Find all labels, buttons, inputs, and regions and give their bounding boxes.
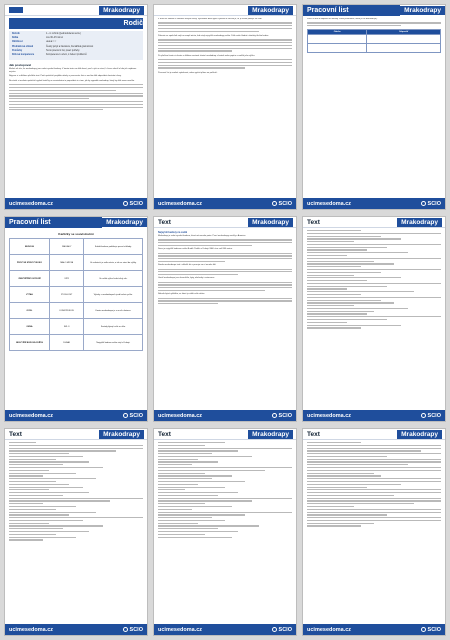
scio-logo: SCIO (123, 627, 143, 633)
paragraph: Nahoře bývá vyhlídka, ze které je vidět celé město. (158, 293, 205, 296)
page-1 (4, 4, 148, 210)
instructions: Přečti si text a odpověz na otázky. Použij informace, které jsi se dozvěděl(a). (307, 18, 378, 20)
paragraph: Na závěr si můžete společně vyplnit kartičky se souvislostmi a popovídat si o tom, jak by vypadal mrakodrap, který by dítě samo navrhlo. (9, 79, 135, 82)
page-header (154, 429, 296, 440)
paragraph: Pracovní list je možné vytisknout, nebo vyplnit přímo na počítači. (158, 71, 218, 74)
header-label: Mrakodrapy (248, 218, 293, 227)
page-header (5, 5, 147, 16)
page-footer (303, 410, 445, 421)
footer-site[interactable]: ucimesedoma.cz (9, 412, 54, 419)
scio-logo: SCIO (272, 627, 292, 633)
section-title: Jak postupovat (9, 63, 32, 68)
scio-logo-icon (123, 627, 128, 632)
footer-site[interactable]: ucimesedoma.cz (9, 626, 54, 633)
footer-site[interactable]: ucimesedoma.cz (307, 626, 352, 633)
table-title: Kartičky se souvislostmi (58, 232, 94, 236)
scio-logo-icon (421, 413, 426, 418)
subheading: Nejvyšší budovy na světě (158, 231, 188, 234)
paragraph: Dnes je nejvyšší budovou světa Burdž Chalífa v Dubaji. Měří více než 800 metrů. (158, 248, 233, 251)
page-footer (303, 624, 445, 635)
page-9 (302, 428, 446, 636)
header-text-label: Text (158, 218, 171, 226)
scio-logo-icon (123, 413, 128, 418)
column-header: Otázka (308, 30, 367, 35)
page-footer (5, 410, 147, 421)
header-text-label: Text (307, 430, 320, 438)
footer-site[interactable]: ucimesedoma.cz (158, 200, 203, 207)
page-footer (154, 410, 296, 421)
cards-table (9, 238, 143, 351)
page-header (5, 217, 147, 228)
page-footer (5, 624, 147, 635)
table-row: OCEL KONSTRUKCE Kostra mrakodrapu je z oceli a betonu. (10, 303, 143, 319)
scio-logo: SCIO (421, 201, 441, 207)
page-footer (5, 198, 147, 209)
page-header (303, 217, 445, 228)
header-label: Mrakodrapy (248, 430, 293, 439)
info-box: Ročník 1.–4. ročník (zjednodušená verze) Délka cca 30–45 minut Obtížnost ★★★☆☆ Předmětové oblasti Český jazyk a literatura, čtenářská gramotnost Pomůcky Tento pracovní list, psací potřeby Klíčové kompetence Kompetence k učení, k řešení problémů (9, 31, 143, 60)
page-title: Rodič (9, 18, 143, 29)
page-footer (154, 198, 296, 209)
scio-logo-icon (272, 201, 277, 206)
scio-logo-icon (421, 201, 426, 206)
page-header (154, 217, 296, 228)
answer-table (307, 29, 441, 53)
scio-logo: SCIO (272, 413, 292, 419)
scio-logo-icon (272, 627, 277, 632)
scio-logo: SCIO (123, 413, 143, 419)
paragraph: Stavba mrakodrapu trvá i několik let a pracuje na ní mnoho lidí. (158, 264, 217, 267)
footer-site[interactable]: ucimesedoma.cz (307, 412, 352, 419)
header-label: Mrakodrapy (397, 218, 442, 227)
answer-cell[interactable] (367, 44, 441, 53)
paragraph: Mrakodrap je velmi vysoká budova, která má mnoho pater. První mrakodrapy vznikly v Americe. (158, 235, 247, 237)
paragraph: Možná už víte, že mrakodrapy jsou velmi vysoké budovy. V tomto textu se dítě dozví, proč a jak se staví, k čemu slouží a kde jich najdeme nejvíce. (9, 68, 137, 74)
paragraph: Pokuste se společně najít na mapě místa, kde stojí nejvyšší mrakodrapy světa. Dítě může hledat i obrázky těchto budov. (158, 34, 269, 37)
table-row: ZNEČIŠTĚNÍ OVZDUŠÍ VÍTR Ve velké výšce fouká silný vítr. (10, 271, 143, 287)
table-row: NEJVYŠŠÍ BUDOVA SVĚTA DUBAJ Nejvyšší budova světa stojí v Dubaji. (10, 335, 143, 351)
footer-site[interactable]: ucimesedoma.cz (158, 412, 203, 419)
header-label: Mrakodrapy (400, 6, 445, 15)
paragraph: Nejprve si s dítětem přečtěte text. Poté společně projděte otázky v pracovním listu a nechte dítě odpovídat vlastními slovy. (9, 75, 122, 78)
page-title: Pracovní list (5, 217, 102, 228)
page-6 (302, 216, 446, 422)
scio-logo: SCIO (123, 201, 143, 207)
column-header: Odpověď (367, 30, 441, 35)
footer-site[interactable]: ucimesedoma.cz (307, 200, 352, 207)
header-text-label: Text (158, 430, 171, 438)
page-header (303, 5, 445, 16)
page-8 (153, 428, 297, 636)
header-text-label: Text (307, 218, 320, 226)
scio-logo-icon (123, 201, 128, 206)
scio-logo-icon (272, 413, 277, 418)
page-header (154, 5, 296, 16)
page-title: Pracovní list (303, 5, 400, 16)
page-4 (4, 216, 148, 422)
scio-logo: SCIO (421, 413, 441, 419)
paragraph: Po přečtení textu si zkuste s dítětem sestavit vlastní mrakodrap z kostek nebo papíru a změřit jeho výšku. (158, 54, 256, 57)
header-label: Mrakodrapy (99, 430, 144, 439)
paragraph: Uvnitř mrakodrapů jsou kanceláře, byty, obchody i restaurace. (158, 277, 215, 280)
table-row: OKNA SKLO Fasády bývají celé ze skla. (10, 319, 143, 335)
header-label: Mrakodrapy (248, 6, 293, 15)
page-5 (153, 216, 297, 422)
table-row: VÝTAH RYCHLOST Výtahy v mrakodrapech jezdí velmi rychle. (10, 287, 143, 303)
footer-site[interactable]: ucimesedoma.cz (158, 626, 203, 633)
page-3 (302, 4, 446, 210)
table-row: BUDOVA ZÁKLADY Každá budova potřebuje pevné základy. (10, 239, 143, 255)
header-label: Mrakodrapy (397, 430, 442, 439)
page-footer (154, 624, 296, 635)
scio-logo: SCIO (272, 201, 292, 207)
scio-logo: SCIO (421, 627, 441, 633)
page-header (303, 429, 445, 440)
page-header (5, 429, 147, 440)
page-2 (153, 4, 297, 210)
scio-logo-icon (421, 627, 426, 632)
page-footer (303, 198, 445, 209)
header-label: Mrakodrapy (102, 218, 147, 227)
answer-cell[interactable] (367, 35, 441, 44)
footer-site[interactable]: ucimesedoma.cz (9, 200, 54, 207)
table-row: PROČ SE STAVÍ VYSOKO MÁLO MÍSTA Ve městech je málo místa, a tak se staví do výšky. (10, 255, 143, 271)
header-label: Mrakodrapy (99, 6, 144, 15)
logo-icon (9, 7, 23, 13)
header-text-label: Text (9, 430, 22, 438)
page-7 (4, 428, 148, 636)
paragraph: V textu se setkáte s několika novými slovy. Vysvětlete dítěti jejich význam a nechte je, ať je samo použije ve větě. (158, 18, 263, 20)
